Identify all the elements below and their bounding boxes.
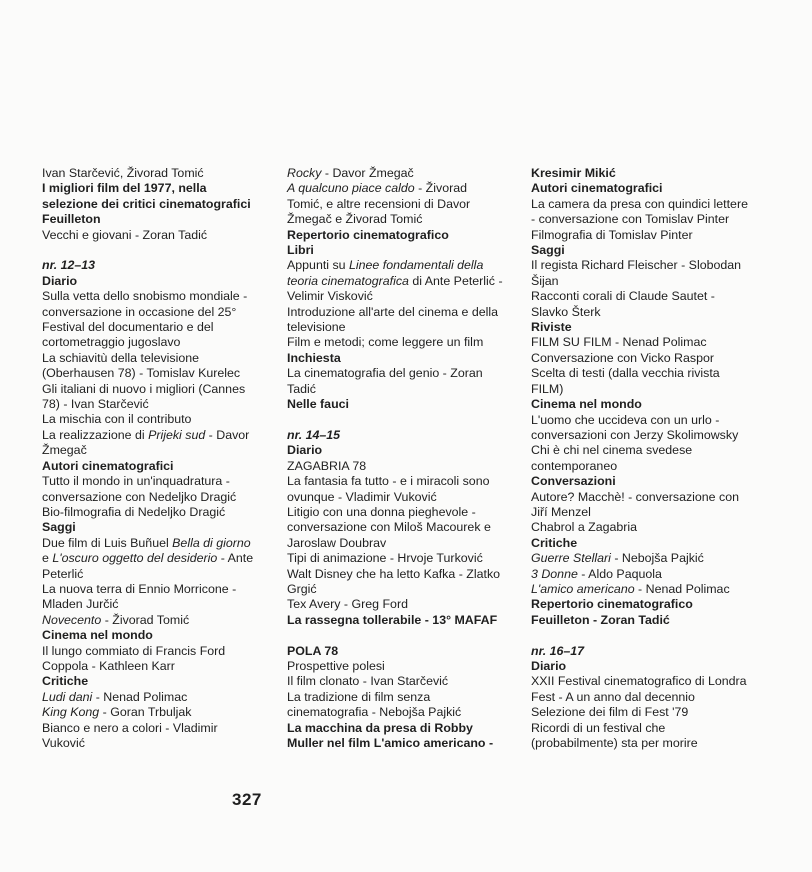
section-heading: Muller nel film L'amico americano -: [287, 736, 494, 750]
index-entry: A qualcuno piace caldo - Živorad: [287, 181, 467, 196]
section-heading: Kresimir Mikić: [531, 166, 616, 180]
section-heading: I migliori film del 1977, nella: [42, 181, 207, 196]
index-entry: Walt Disney che ha letto Kafka - Zlatko: [287, 566, 501, 581]
index-entry: Žmegač e Živorad Tomić: [287, 212, 423, 227]
index-entry: (probabilmente) sta per morire: [531, 736, 698, 751]
index-entry: Novecento - Živorad Tomić: [42, 612, 190, 627]
section-heading: POLA 78: [287, 643, 339, 658]
index-entry: Selezione dei film di Fest '79: [531, 705, 689, 720]
section-heading: La rassegna tollerabile - 13° MAFAF: [287, 612, 498, 627]
index-entry: La nuova terra di Ennio Morricone -: [42, 581, 237, 596]
index-entry: La realizzazione di Prijeki sud - Davor: [42, 427, 250, 442]
index-entry: FILM): [531, 381, 564, 396]
index-entry: Guerre Stellari - Nebojša Pajkić: [531, 551, 704, 566]
index-entry: La camera da presa con quindici lettere: [531, 196, 748, 211]
index-entry: King Kong - Goran Trbuljak: [42, 705, 192, 720]
section-heading: Feuilleton: [42, 212, 101, 227]
section-heading: Riviste: [531, 320, 572, 335]
spacer: [531, 628, 767, 643]
spacer: [287, 413, 513, 428]
index-entry: televisione: [287, 320, 346, 335]
index-entry: Fest - A un anno dal decennio: [531, 689, 695, 704]
index-entry: conversazioni con Jerzy Skolimowsky: [531, 427, 739, 442]
section-heading: Inchiesta: [287, 350, 341, 365]
index-entry: Litigio con una donna pieghevole -: [287, 504, 476, 519]
section-heading: Conversazioni: [531, 474, 616, 489]
index-column-1: [42, 166, 268, 751]
index-entry: Chi è chi nel cinema svedese: [531, 443, 693, 458]
index-entry: Introduzione all'arte del cinema e della: [287, 304, 499, 319]
index-entry: conversazione in occasione del 25°: [42, 304, 237, 319]
index-entry: Tadić: [287, 381, 316, 396]
index-entry: Bio-filmografia di Nedeljko Dragić: [42, 504, 226, 519]
index-entry: Racconti corali di Claude Sautet -: [531, 289, 715, 304]
index-entry: Vecchi e giovani - Zoran Tadić: [42, 227, 208, 242]
index-entry: Chabrol a Zagabria: [531, 520, 638, 535]
index-entry: XXII Festival cinematografico di Londra: [531, 674, 747, 689]
index-entry: cinematografia - Nebojša Pajkić: [287, 705, 462, 720]
index-entry: Rocky - Davor Žmegač: [287, 166, 414, 180]
index-entry: contemporaneo: [531, 458, 618, 473]
index-entry: Coppola - Kathleen Karr: [42, 658, 175, 673]
index-entry: Žmegač: [42, 443, 87, 458]
section-heading: Diario: [287, 443, 323, 458]
section-heading: Critiche: [42, 674, 89, 689]
index-entry: La tradizione di film senza: [287, 689, 431, 704]
index-column-3: [531, 166, 767, 751]
index-entry: Tipi di animazione - Hrvoje Turković: [287, 551, 483, 566]
section-heading: Nelle fauci: [287, 397, 349, 412]
index-entry: Ludi dani - Nenad Polimac: [42, 689, 188, 704]
index-entry: L'uomo che uccideva con un urlo -: [531, 412, 720, 427]
index-entry: FILM SU FILM - Nenad Polimac: [531, 335, 707, 350]
index-entry: conversazione con Nedeljko Dragić: [42, 489, 237, 504]
index-entry: Scelta di testi (dalla vecchia rivista: [531, 366, 720, 381]
index-entry: Grgić: [287, 581, 317, 596]
index-entry: Ivan Starčević, Živorad Tomić: [42, 166, 204, 180]
index-entry: La mischia con il contributo: [42, 412, 192, 427]
index-entry: Jiří Menzel: [531, 504, 591, 519]
index-entry: conversazione con Miloš Macourek e: [287, 520, 491, 535]
section-heading: Repertorio cinematografico: [531, 597, 693, 612]
spacer: [287, 628, 513, 643]
index-entry: Mladen Jurčić: [42, 597, 119, 612]
section-heading: selezione dei critici cinematografici: [42, 196, 251, 211]
index-entry: (Oberhausen 78) - Tomislav Kurelec: [42, 366, 241, 381]
section-heading: Cinema nel mondo: [531, 397, 642, 412]
index-entry: Il film clonato - Ivan Starčević: [287, 674, 449, 689]
index-entry: Filmografia di Tomislav Pinter: [531, 227, 693, 242]
section-heading: Cinema nel mondo: [42, 628, 153, 643]
index-entry: Prospettive polesi: [287, 658, 385, 673]
index-entry: L'amico americano - Nenad Polimac: [531, 581, 730, 596]
index-entry: e L'oscuro oggetto del desiderio - Ante: [42, 551, 254, 566]
index-entry: La cinematografia del genio - Zoran: [287, 366, 483, 381]
spacer: [42, 243, 268, 258]
index-entry: Ricordi di un festival che: [531, 720, 666, 735]
section-heading: Saggi: [42, 520, 76, 535]
section-heading: nr. 12–13: [42, 258, 96, 273]
index-entry: La schiavitù della televisione: [42, 350, 200, 365]
index-entry: - conversazione con Tomislav Pinter: [531, 212, 730, 227]
section-heading: Autori cinematografici: [42, 458, 174, 473]
index-entry: Il lungo commiato di Francis Ford: [42, 643, 226, 658]
index-entry: Festival del documentario e del: [42, 320, 214, 335]
index-entry: Appunti su Linee fondamentali della: [287, 258, 484, 273]
index-entry: Šijan: [531, 273, 559, 288]
index-entry: Jaroslaw Doubrav: [287, 535, 387, 550]
index-entry: Tex Avery - Greg Ford: [287, 597, 408, 612]
index-entry: Due film di Luis Buñuel Bella di giorno: [42, 535, 251, 550]
index-entry: La fantasia fa tutto - e i miracoli sono: [287, 474, 490, 489]
index-entry: 3 Donne - Aldo Paquola: [531, 566, 662, 581]
index-entry: Sulla vetta dello snobismo mondiale -: [42, 289, 248, 304]
index-entry: Slavko Šterk: [531, 304, 601, 319]
index-entry: teoria cinematografica di Ante Peterlić -: [287, 273, 503, 288]
index-entry: ZAGABRIA 78: [287, 458, 367, 473]
index-entry: Vuković: [42, 736, 85, 751]
index-entry: Conversazione con Vicko Raspor: [531, 350, 714, 365]
section-heading: Diario: [42, 273, 78, 288]
index-entry: Gli italiani di nuovo i migliori (Cannes: [42, 381, 246, 396]
section-heading: La macchina da presa di Robby: [287, 720, 473, 735]
section-heading: Repertorio cinematografico: [287, 227, 449, 242]
page-number: 327: [232, 790, 262, 809]
section-heading: Saggi: [531, 243, 565, 258]
index-entry: ovunque - Vladimir Vuković: [287, 489, 437, 504]
index-entry: Tomić, e altre recensioni di Davor: [287, 196, 471, 211]
section-heading: Critiche: [531, 535, 578, 550]
section-heading: nr. 14–15: [287, 427, 341, 442]
index-entry: Bianco e nero a colori - Vladimir: [42, 720, 218, 735]
index-entry: cortometraggio jugoslavo: [42, 335, 181, 350]
index-entry: Velimir Visković: [287, 289, 373, 304]
section-heading: Feuilleton - Zoran Tadić: [531, 612, 670, 627]
section-heading: nr. 16–17: [531, 643, 585, 658]
index-entry: Film e metodi; come leggere un film: [287, 335, 484, 350]
index-entry: Tutto il mondo in un'inquadratura -: [42, 474, 230, 489]
index-entry: 78) - Ivan Starčević: [42, 397, 149, 412]
section-heading: Libri: [287, 243, 314, 258]
index-entry: Autore? Macchè! - conversazione con: [531, 489, 739, 504]
index-entry: Il regista Richard Fleischer - Slobodan: [531, 258, 742, 273]
index-column-2: [287, 166, 513, 751]
section-heading: Autori cinematografici: [531, 181, 663, 196]
index-entry: Peterlić: [42, 566, 84, 581]
section-heading: Diario: [531, 658, 567, 673]
